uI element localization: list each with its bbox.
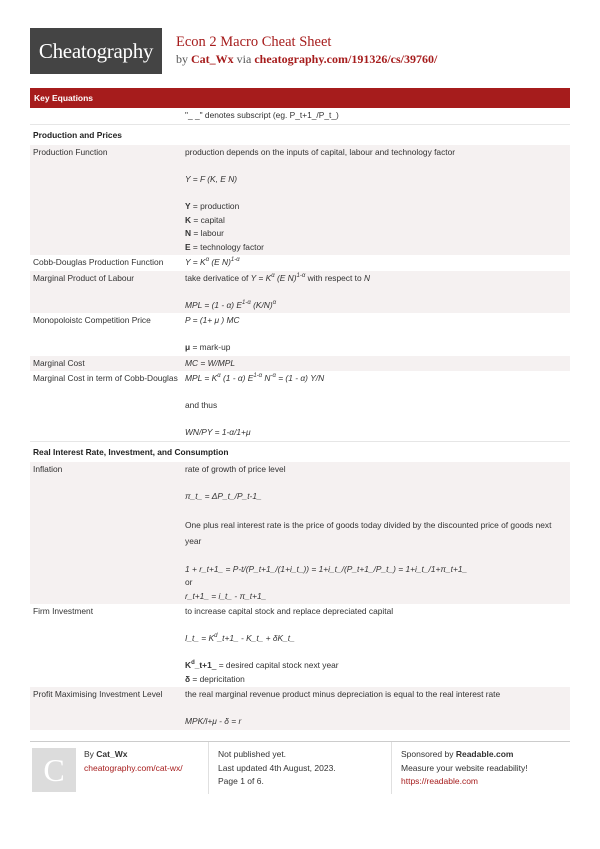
formula: Y = F (K, E N) [185,174,238,184]
formula: MPL = (1 - α) $E^{1-\alpha}$ $(K/N)^\alpha$ [185,299,277,310]
term: Marginal Cost in term of Cobb-Douglas [30,371,182,441]
equations-table [30,108,570,730]
term: Firm Investment [30,604,182,687]
footer-author: By Cat_Wx cheatography.com/cat-wx/ [84,748,204,775]
publish-status: Not published yet. [218,749,287,759]
subsection-header [30,124,570,145]
table-row [30,356,570,372]
variable-list [185,200,567,254]
term: Monopoloistc Competition Price [30,313,182,356]
formula: P = (1+ μ ) MC [185,315,240,325]
subsection-header [30,441,570,462]
sponsor-link[interactable]: Readable.com [455,749,514,759]
sheet-url-link[interactable]: cheatography.com/191326/cs/39760/ [254,52,438,66]
term: Marginal Product of Labour [30,271,182,314]
avatar[interactable]: C [32,748,76,792]
sponsor-url[interactable]: https://readable.com [401,776,479,786]
formula: I_t_ = $K^d\_t+1\_$ - K_t_ + δK_t_ [185,633,295,643]
formula: MPK/l+μ - δ = r [185,716,242,726]
cheatography-logo[interactable]: Cheatography [30,28,162,74]
list-item: E = technology factor [185,241,264,252]
definition: the real marginal revenue product minus depreciation is equal to the real interest rate MPK/l+μ - δ = r [182,687,570,730]
definition: P = (1+ μ ) MC μ = mark-up [182,313,570,356]
sheet-title: Econ 2 Macro Cheat Sheet [176,34,332,50]
byline [176,51,437,68]
term: Cobb-Douglas Production Function [30,255,182,271]
footer-sponsor: Sponsored by Readable.com Measure your website readability! https://readable.com [401,748,571,789]
table-row [30,271,570,314]
subsection-production-prices: Production and Prices [30,124,570,145]
term: Inflation [30,462,182,604]
table-row [30,604,570,687]
last-updated: Last updated 4th August, 2023. [218,762,336,773]
table-row [30,687,570,730]
definition: take derivatice of $Y = K^\alpha$ (E N)$^{1-\alpha}$ with respect to N MPL = (1 - α) $E^{1-\alpha}$ $(K/N)^\alpha$ [182,271,570,314]
table-row [30,145,570,255]
subsection-interest-investment: Real Interest Rate, Investment, and Consumption [30,441,570,462]
footer-author-url[interactable]: cheatography.com/cat-wx/ [84,762,183,773]
formula: r_t+1_ = i_t_ - π_t+1_ [185,590,267,601]
table-row [30,255,570,271]
formula: MC = W/MPL [182,356,570,372]
table-row [30,313,570,356]
table-row [30,108,570,124]
formula: WN/PY = 1-α/1+μ [185,427,251,437]
list-item: N = labour [185,228,224,238]
footer-meta [218,748,388,789]
term: Marginal Cost [30,356,182,372]
page-number: Page 1 of 6. [218,776,264,786]
author-link[interactable]: Cat_Wx [191,52,234,66]
sponsor-tagline: Measure your website readability! [401,762,528,773]
footer [30,748,570,794]
byline-by: by [176,52,188,66]
definition: to increase capital stock and replace depreciated capital I_t_ = $K^d\_t+1\_$ - K_t_ + δK_t_ $K^d\_t+1\_$ = desired capital stock next year δ = depricitation [182,604,570,687]
subscript-note: "_ _" denotes subscript (eg. P_t+1_/P_t_) [182,108,570,124]
term: Production Function [30,145,182,255]
section-header-key-equations: Key Equations [30,88,570,108]
list-item: Y = production [185,201,240,211]
definition: MPL = $K^\alpha$ (1 - α) $E^{1-\alpha}$ $N^{-\alpha} = (1 - \alpha)$ Y/N and thus WN/PY = 1-α/1+μ [182,371,570,441]
definition: production depends on the inputs of capital, labour and technology factor Y = F (K, E N) Y = production K = capital N = labour E = technology factor [182,145,570,255]
list-item: K = capital [185,214,225,225]
term: Profit Maximising Investment Level [30,687,182,730]
formula: MPL = $K^\alpha$ (1 - α) $E^{1-\alpha}$ $N^{-\alpha} = (1 - \alpha)$ Y/N [185,373,325,383]
footer-column-divider [208,742,209,794]
header [30,28,570,74]
footer-divider [30,741,570,742]
table-row [30,462,570,604]
formula: π_t_ = ΔP_t_/P_t-1_ [185,491,262,501]
definition: rate of growth of price level π_t_ = ΔP_t_/P_t-1_ One plus real interest rate is the price of goods today divided by the discounted price of goods next year 1 + r_t+1_ = P-t/(P_t+1_/(1+i_t_)) = 1+i_t_/(P_t+1_/P_t_) = 1+i_t_/1+π_t+1_ or r_t+1_ = i_t_ - π_t+1_ [182,462,570,604]
footer-column-divider [391,742,392,794]
table-row [30,371,570,441]
title-block [176,34,437,68]
footer-author-link[interactable]: Cat_Wx [96,749,128,759]
byline-via: via [236,52,252,66]
formula: 1 + r_t+1_ = P-t/(P_t+1_/(1+i_t_)) = 1+i_t_/(P_t+1_/P_t_) = 1+i_t_/1+π_t+1_ [185,563,468,574]
formula: $Y = K^\alpha$ (E N)$^{1-\alpha}$ [182,255,570,271]
